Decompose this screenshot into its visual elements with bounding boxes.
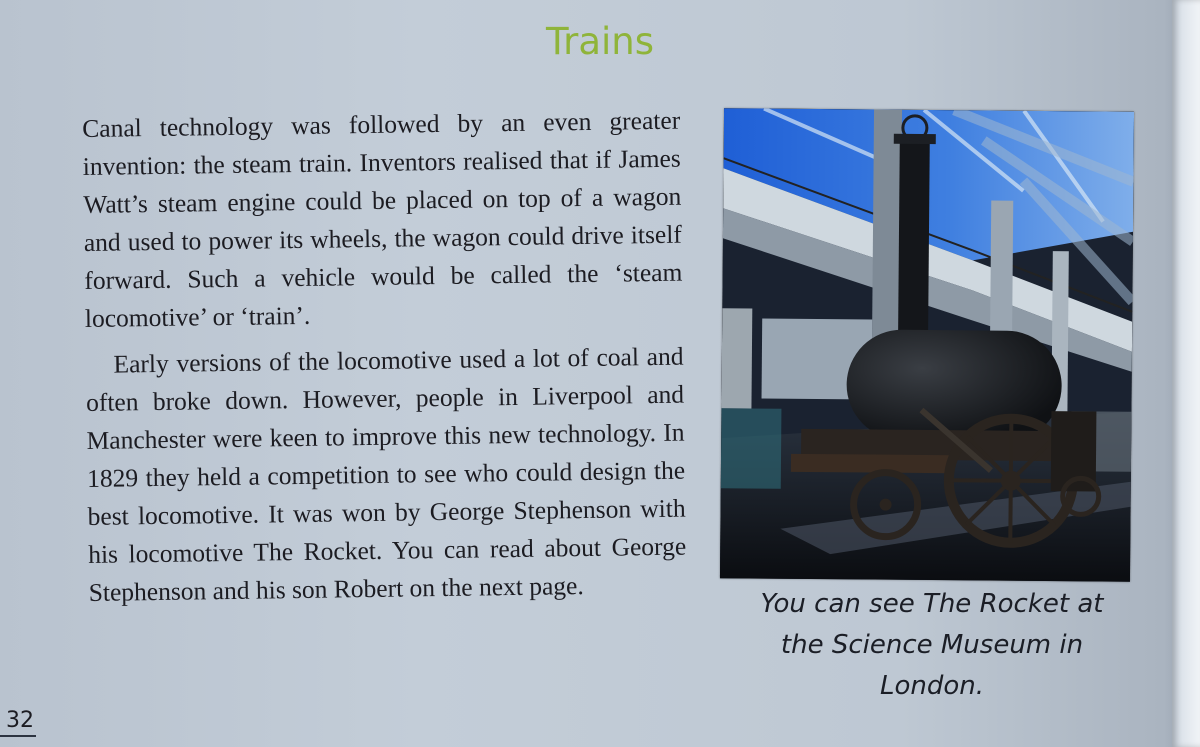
paragraph-1: Canal technology was followed by an even greater invention: the steam train. Inventors realised that if James Watt’s steam engine could be placed on top of a wagon and used to power its wheels, the wagon could drive itself forward. Such a vehicle would be called the ‘steam locomotive’ or ‘train’.	[82, 105, 683, 333]
page-title: Trains	[545, 20, 655, 63]
photo-caption: You can see The Rocket at the Science Museum in London.	[760, 589, 1104, 701]
rocket-photo	[720, 108, 1134, 582]
body-text	[82, 102, 687, 612]
page-edge	[1172, 0, 1200, 747]
paragraph-2: Early versions of the locomotive used a lot of coal and often broke down. However, people in Liverpool and Manchester were keen to improve this new technology. In 1829 they held a competition to see who could design the best locomotive. It was won by George Stephenson with his locomotive The Rocket. You can read about George Stephenson and his son Robert on the next page.	[85, 341, 687, 607]
page-number: 32	[0, 708, 36, 737]
